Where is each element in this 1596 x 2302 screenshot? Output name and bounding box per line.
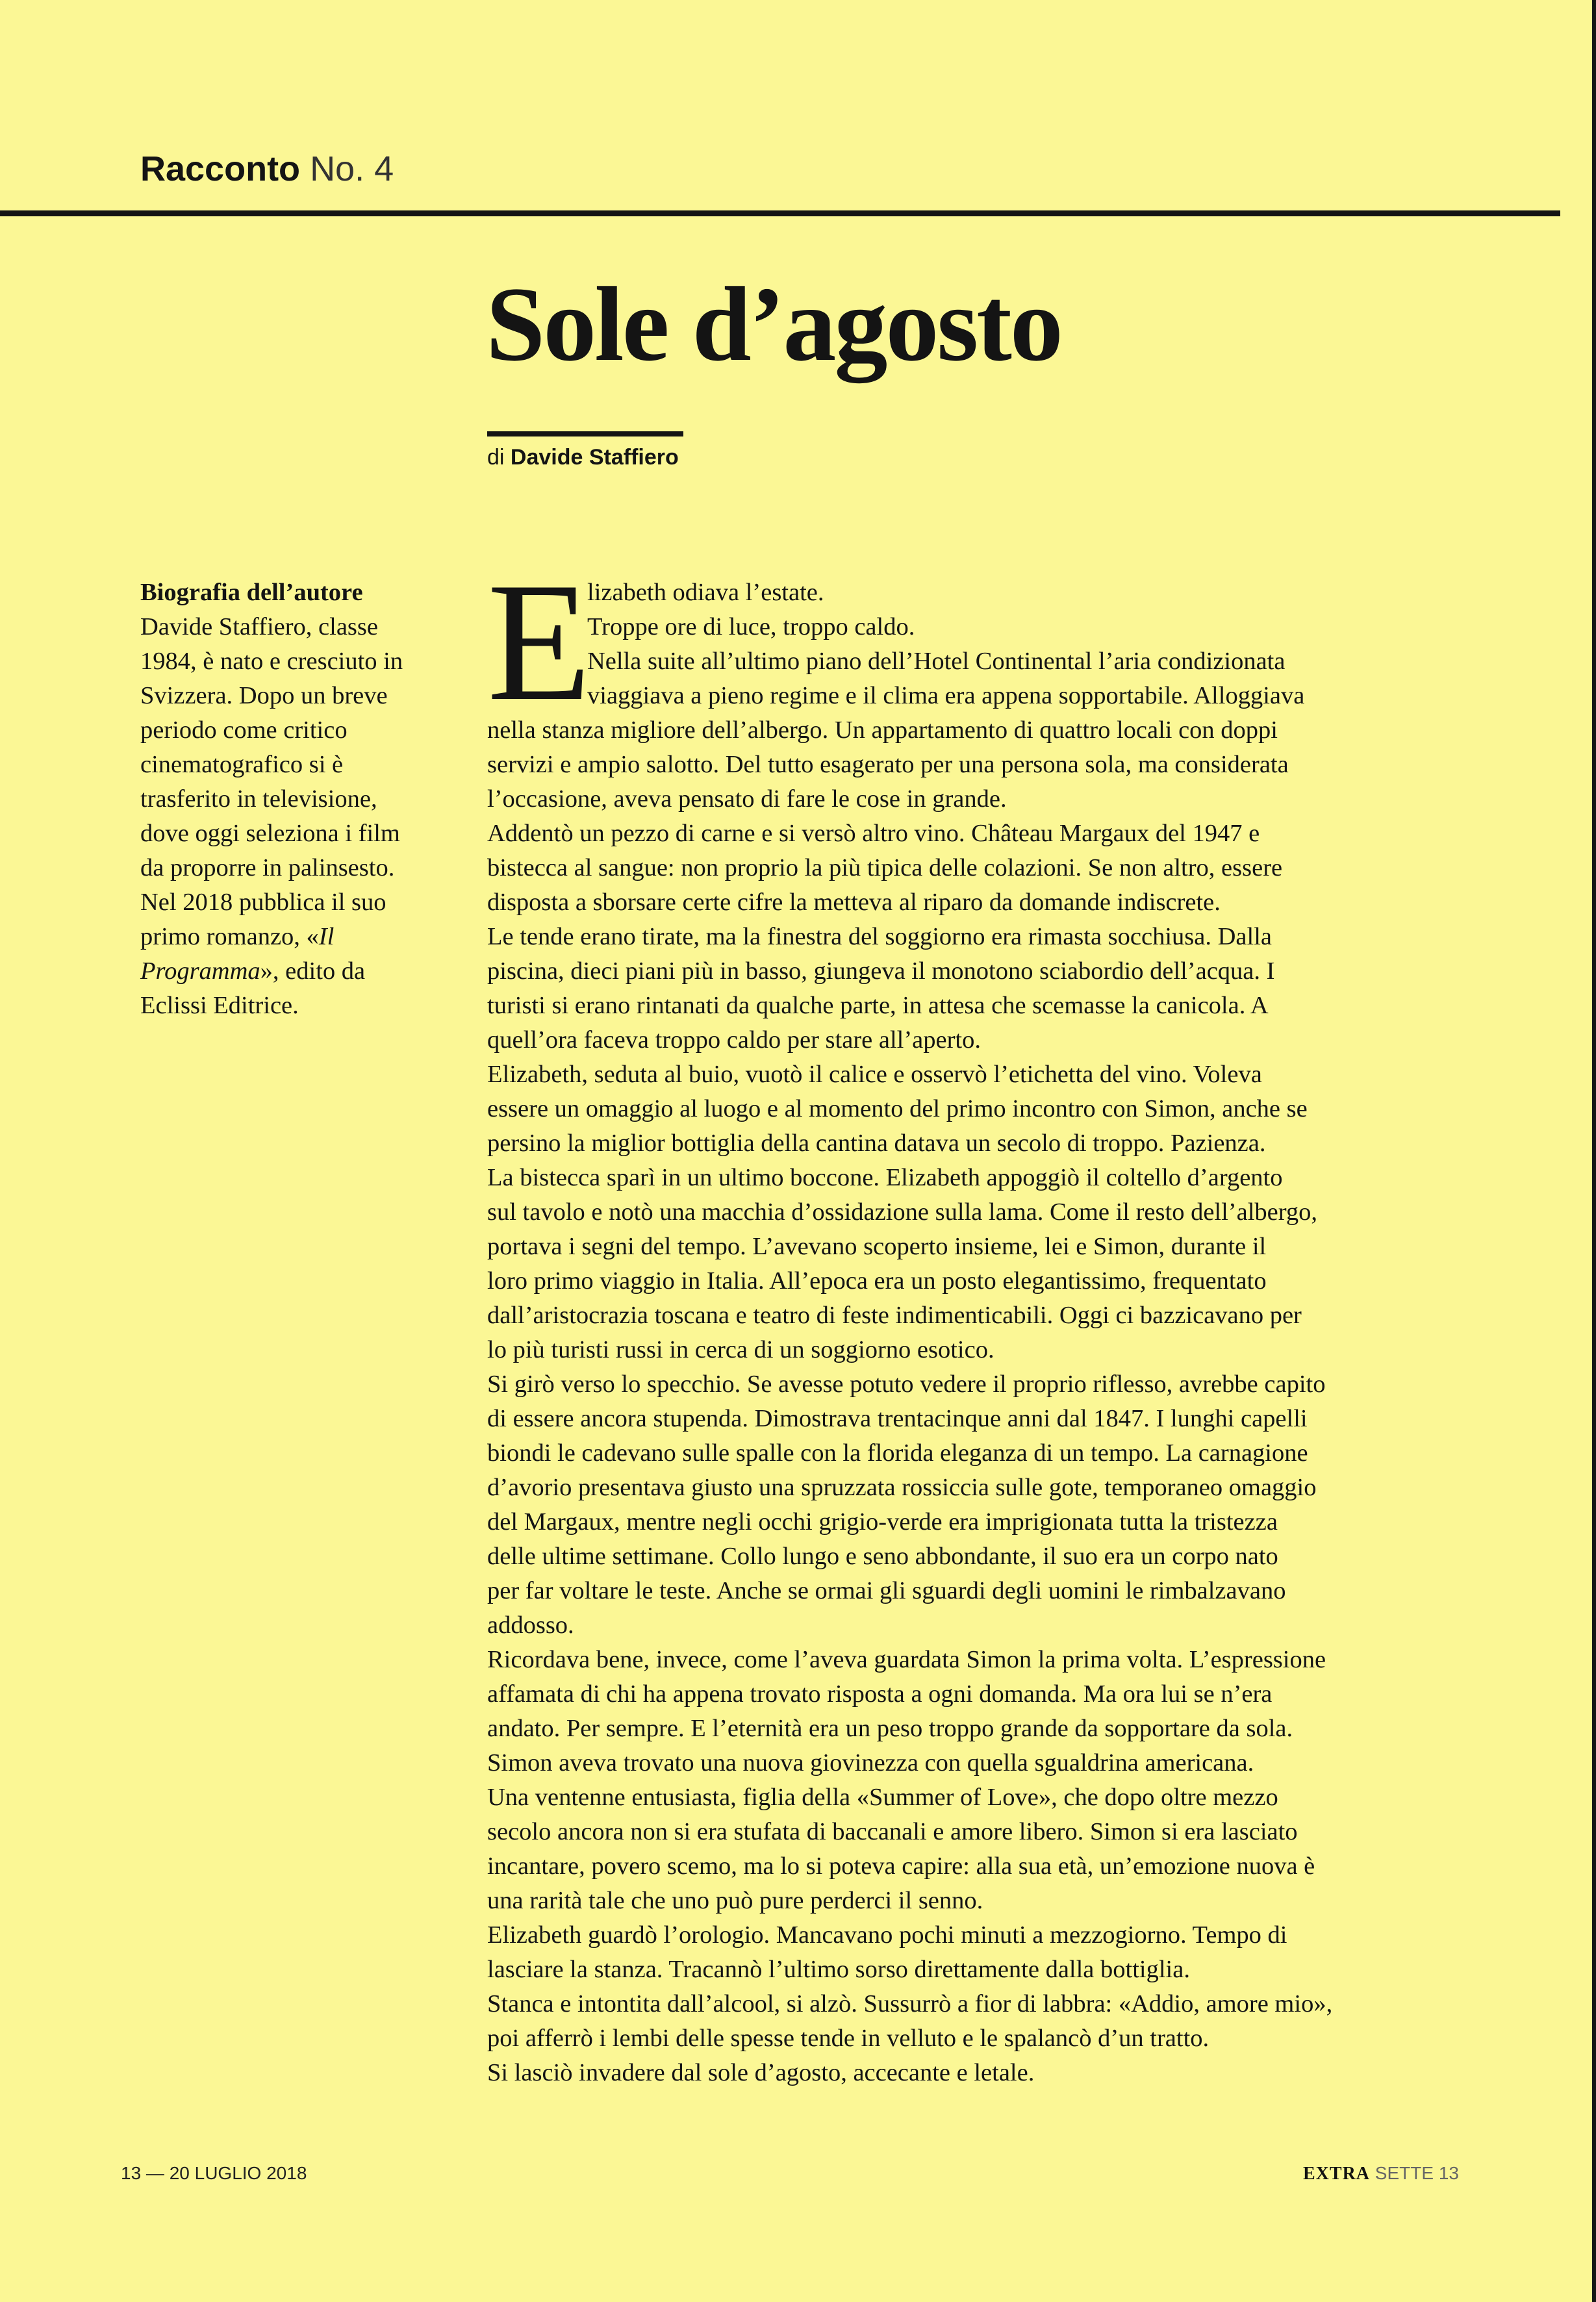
- story-line: Nella suite all’ultimo piano dell’Hotel Continental l’aria condizionata: [587, 648, 1286, 675]
- story-line: essere un omaggio al luogo e al momento del primo incontro con Simon, anche se: [487, 1095, 1308, 1122]
- story-line: La bistecca sparì in un ultimo boccone. Elizabeth appoggiò il coltello d’argento: [487, 1164, 1283, 1191]
- story-line: per far voltare le teste. Anche se ormai gli sguardi degli uomini le rimbalzavano: [487, 1577, 1286, 1604]
- bio-text-after: », edito da Eclissi Editrice.: [140, 957, 366, 1019]
- story-line: Si girò verso lo specchio. Se avesse potuto vedere il proprio riflesso, avrebbe capito: [487, 1371, 1326, 1398]
- story-line: lo più turisti russi in cerca di un soggiorno esotico.: [487, 1336, 994, 1363]
- story-line: Addentò un pezzo di carne e si versò altro vino. Château Margaux del 1947 e: [487, 820, 1260, 847]
- story-line: lasciare la stanza. Tracannò l’ultimo sorso direttamente dalla bottiglia.: [487, 1956, 1190, 1983]
- byline: [487, 442, 679, 473]
- story-line: Una ventenne entusiasta, figlia della «Summer of Love», che dopo oltre mezzo: [487, 1784, 1278, 1811]
- story-line: servizi e ampio salotto. Del tutto esagerato per una persona sola, ma considerata: [487, 751, 1289, 778]
- story-line: quell’ora faceva troppo caldo per stare all’aperto.: [487, 1026, 981, 1054]
- drop-cap: E: [487, 548, 592, 736]
- story-line: Stanca e intontita dall’alcool, si alzò. Sussurrò a fior di labbra: «Addio, amore mio»,: [487, 1990, 1333, 2017]
- story-line: affamata di chi ha appena trovato risposta a ogni domanda. Ma ora lui se n’era: [487, 1680, 1273, 1708]
- issue-date: 13 — 20 LUGLIO 2018: [121, 2163, 307, 2183]
- section-name: Racconto: [140, 149, 301, 188]
- page-number: 13: [1438, 2163, 1459, 2183]
- story-line: turisti si erano rintanati da qualche parte, in attesa che scemasse la canicola. A: [487, 992, 1269, 1019]
- author-bio: [140, 576, 420, 1023]
- story-line: loro primo viaggio in Italia. All’epoca era un posto elegantissimo, frequentato: [487, 1267, 1267, 1295]
- story-line: piscina, dieci piani più in basso, giungeva il monotono sciabordio dell’acqua. I: [487, 957, 1275, 985]
- story-line: Si lasciò invadere dal sole d’agosto, accecante e letale.: [487, 2059, 1035, 2086]
- story-line: sul tavolo e notò una macchia d’ossidazione sulla lama. Come il resto dell’albergo,: [487, 1198, 1318, 1226]
- story-line: Simon aveva trovato una nuova giovinezza con quella sgualdrina americana.: [487, 1749, 1254, 1777]
- story-line: bistecca al sangue: non proprio la più tipica delle colazioni. Se non altro, essere: [487, 854, 1283, 881]
- brand-name: EXTRA: [1303, 2164, 1371, 2184]
- bio-text: [140, 610, 420, 1023]
- story-line: Troppe ore di luce, troppo caldo.: [587, 613, 915, 640]
- story-line: l’occasione, aveva pensato di fare le cose in grande.: [487, 785, 1007, 813]
- story-line: lizabeth odiava l’estate.: [587, 579, 824, 606]
- story-line: disposta a sborsare certe cifre la metteva al riparo da domande indiscrete.: [487, 889, 1221, 916]
- story-line: andato. Per sempre. E l’eternità era un peso troppo grande da sopportare da sola.: [487, 1715, 1293, 1742]
- bio-title: Biografia dell’autore: [140, 579, 363, 606]
- section-number: No. 4: [310, 149, 394, 188]
- story-line: dall’aristocrazia toscana e teatro di feste indimenticabili. Oggi ci bazzicavano per: [487, 1302, 1302, 1329]
- byline-prefix: di: [487, 445, 505, 470]
- story-line: secolo ancora non si era stufata di baccanali e amore libero. Simon si era lasciato: [487, 1818, 1298, 1845]
- story-line: del Margaux, mentre negli occhi grigio-verde era imprigionata tutta la tristezza: [487, 1508, 1278, 1536]
- story-line: incantare, povero scemo, ma lo si poteva capire: alla sua età, un’emozione nuova è: [487, 1853, 1315, 1880]
- header-rule: [0, 210, 1560, 216]
- story-line: portava i segni del tempo. L’avevano scoperto insieme, lei e Simon, durante il: [487, 1233, 1267, 1260]
- bio-book-title: Il Programma: [140, 923, 335, 985]
- bio-text-before: Davide Staffiero, classe 1984, è nato e cresciuto in Svizzera. Dopo un breve periodo come critico cinematografico si è trasferito in televisione, dove oggi seleziona i film da proporre in palinsesto. Nel 2018 pubblica il suo primo romanzo, «: [140, 613, 403, 950]
- story-line: Elizabeth, seduta al buio, vuotò il calice e osservò l’etichetta del vino. Voleva: [487, 1061, 1262, 1088]
- story-line: d’avorio presentava giusto una spruzzata rossiccia sulle gote, temporaneo omaggio: [487, 1474, 1317, 1501]
- story-line: addosso.: [487, 1612, 574, 1639]
- story-line: nella stanza migliore dell’albergo. Un appartamento di quattro locali con doppi: [487, 716, 1278, 744]
- article-title: Sole d’agosto: [486, 266, 1061, 383]
- story-line: delle ultime settimane. Collo lungo e seno abbondante, il suo era un corpo nato: [487, 1543, 1278, 1570]
- page-footer: [1303, 2160, 1459, 2187]
- author-name: Davide Staffiero: [510, 445, 679, 470]
- story-line: Le tende erano tirate, ma la finestra del soggiorno era rimasta socchiusa. Dalla: [487, 923, 1272, 950]
- story-line: Elizabeth guardò l’orologio. Mancavano pochi minuti a mezzogiorno. Tempo di: [487, 1921, 1287, 1949]
- story-line: biondi le cadevano sulle spalle con la florida eleganza di un tempo. La carnagione: [487, 1439, 1308, 1467]
- story-line: poi afferrò i lembi delle spesse tende in velluto e le spalancò d’un tratto.: [487, 2025, 1210, 2052]
- story-line: viaggiava a pieno regime e il clima era appena sopportabile. Alloggiava: [587, 682, 1305, 709]
- story-line: persino la miglior bottiglia della cantina datava un secolo di troppo. Pazienza.: [487, 1130, 1266, 1157]
- story-line: Ricordava bene, invece, come l’aveva guardata Simon la prima volta. L’espressione: [487, 1646, 1326, 1673]
- brand-sub: SETTE: [1374, 2163, 1434, 2183]
- story-line: una rarità tale che uno può pure perderci il senno.: [487, 1887, 983, 1914]
- page-edge: [1592, 0, 1596, 2302]
- byline-rule: [487, 431, 683, 436]
- section-label: [140, 144, 394, 194]
- story-line: di essere ancora stupenda. Dimostrava trentacinque anni dal 1847. I lunghi capelli: [487, 1405, 1308, 1432]
- article-body: [487, 576, 1488, 2090]
